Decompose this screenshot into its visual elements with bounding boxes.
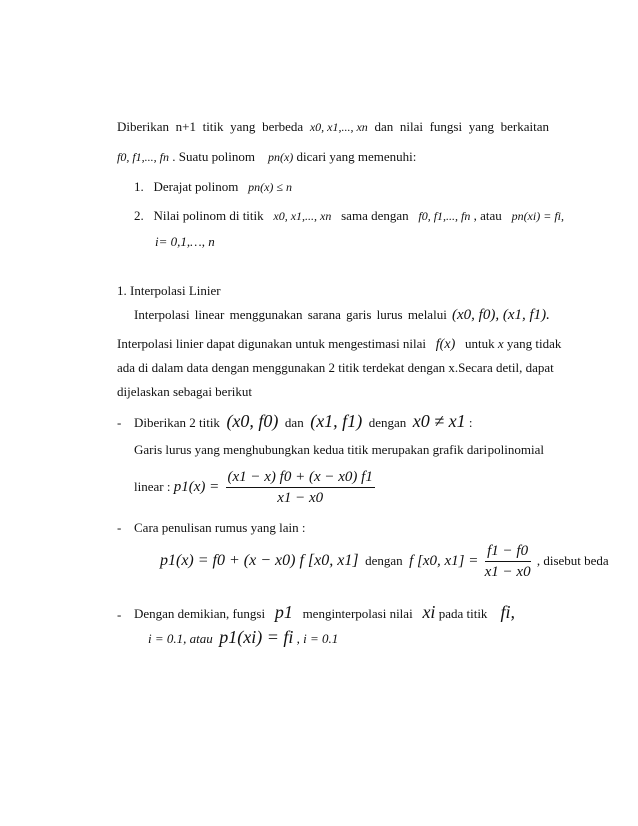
condition-text: , atau <box>473 208 502 223</box>
intro-word: n+1 <box>175 119 196 134</box>
paragraph-line-3 <box>117 359 554 377</box>
math-inequality: x0 ≠ x1 <box>412 411 466 431</box>
paragraph-word: menggunakan <box>229 307 303 322</box>
math-values: f0, f1,..., fn <box>117 150 170 164</box>
intro-word: berbeda <box>262 119 304 134</box>
intro-word: fungsi <box>429 119 463 134</box>
paragraph-word: Interpolasi <box>134 307 190 322</box>
bullet-text: Cara penulisan rumus yang lain : <box>134 520 306 535</box>
bullet-text: Garis lurus yang menghubungkan kedua titik merupakan grafik dari <box>134 442 488 457</box>
bullet-text: : <box>468 415 473 430</box>
math-function: f(x) <box>435 337 456 352</box>
paragraph-line-2 <box>117 335 561 354</box>
bullet-2-dash <box>117 519 121 537</box>
formula-fraction <box>485 541 531 582</box>
intro-word: nilai <box>399 119 423 134</box>
math-condition: p1(xi) = fi <box>219 627 294 647</box>
intro-text: dicari yang memenuhi: <box>296 149 417 164</box>
bullet-1-line-1 <box>134 412 472 432</box>
math-points-pair: (x0, f0), (x1, f1). <box>452 307 550 323</box>
bullet-text: menginterpolasi nilai <box>302 606 413 621</box>
section-heading <box>117 282 221 300</box>
condition-1 <box>134 178 292 196</box>
formula-newton: p1(x) = f0 + (x − x0) f [x0, x1] <box>160 552 359 570</box>
bullet-2-line-1 <box>134 519 306 537</box>
bullet-3-line-2 <box>148 628 338 648</box>
condition-2 <box>134 207 564 225</box>
bullet-text: dan <box>284 415 304 430</box>
bullet-1-dash <box>117 414 121 432</box>
condition-text: sama dengan <box>341 208 409 223</box>
formula-denominator: x1 − x0 <box>484 563 531 580</box>
condition-math: pn(x) ≤ n <box>248 180 292 194</box>
math-polynomial: pn(x) <box>267 150 294 164</box>
math-variable: xi <box>422 602 436 622</box>
bullet-1-line-2 <box>134 441 544 459</box>
bullet-text: dengan <box>368 415 407 430</box>
paragraph-word: lurus <box>376 307 403 322</box>
condition-math: x0, x1,..., xn <box>273 209 332 223</box>
intro-word: titik <box>202 119 224 134</box>
bullet-text: , disebut beda <box>536 553 609 569</box>
bullet-text: dengan <box>365 553 403 569</box>
bullet-dash: - <box>117 520 122 535</box>
paragraph-word: melalui <box>407 307 447 322</box>
bullet-3-line-1 <box>134 603 515 623</box>
intro-word: berkaitan <box>500 119 549 134</box>
formula-numerator: (x1 − x) f0 + (x − x0) f1 <box>226 467 375 488</box>
formula-lhs: p1(x) = <box>173 479 220 496</box>
formula-denominator: x1 − x0 <box>277 489 324 506</box>
condition-number: 1. <box>134 179 144 194</box>
condition-tail <box>155 233 215 251</box>
bullet-text: linear : <box>134 479 171 495</box>
intro-line-2 <box>117 148 416 166</box>
bullet-text: pada titik <box>438 606 488 621</box>
paragraph-text: ada di dalam data dengan menggunakan 2 titik terdekat dengan x.Secara detil, dapat <box>117 360 554 375</box>
intro-word: yang <box>230 119 256 134</box>
index-values: , i = 0.1 <box>296 631 339 646</box>
intro-text: . Suatu polinom <box>172 149 255 164</box>
condition-text: Derajat polinom <box>153 179 239 194</box>
math-point: (x0, f0) <box>226 411 279 431</box>
paragraph-line-4 <box>117 383 252 401</box>
intro-word: dan <box>374 119 394 134</box>
paragraph-line-1 <box>134 306 550 324</box>
bullet-text: Diberikan 2 titik <box>134 415 220 430</box>
bullet-dash: - <box>117 607 122 622</box>
paragraph-word: linear <box>194 307 225 322</box>
bullet-text: polinomial <box>487 442 544 457</box>
paragraph-text: Interpolasi linier dapat digunakan untuk mengestimasi nilai <box>117 336 427 351</box>
condition-text: Nilai polinom di titik <box>153 208 264 223</box>
index-values: i = 0.1, atau <box>148 631 213 646</box>
formula-divided-diff: f [x0, x1] = <box>409 553 479 570</box>
bullet-2-formula <box>160 540 609 582</box>
intro-line-1 <box>117 118 549 136</box>
math-value: fi, <box>500 602 515 622</box>
intro-word: Diberikan <box>117 119 169 134</box>
bullet-3-dash <box>117 606 121 624</box>
paragraph-word: garis <box>346 307 372 322</box>
intro-word: yang <box>468 119 494 134</box>
paragraph-text: yang tidak <box>506 336 562 351</box>
bullet-dash: - <box>117 415 122 430</box>
paragraph-text: untuk <box>464 336 495 351</box>
paragraph-word: sarana <box>307 307 341 322</box>
formula-numerator: f1 − f0 <box>485 541 531 562</box>
section-title: 1. Interpolasi Linier <box>117 283 221 298</box>
math-variable: x <box>497 336 504 351</box>
condition-math: f0, f1,..., fn <box>418 209 471 223</box>
formula-fraction <box>226 467 375 508</box>
math-polynomial: p1 <box>274 602 293 622</box>
index-range: i= 0,1,…, n <box>155 234 215 249</box>
paragraph-text: dijelaskan sebagai berikut <box>117 384 253 399</box>
bullet-1-formula <box>134 466 378 508</box>
condition-number: 2. <box>134 208 144 223</box>
bullet-text: Dengan demikian, fungsi <box>134 606 266 621</box>
math-points: x0, x1,..., xn <box>309 120 368 134</box>
condition-math: pn(xi) = fi, <box>511 209 564 223</box>
math-point: (x1, f1) <box>310 411 363 431</box>
